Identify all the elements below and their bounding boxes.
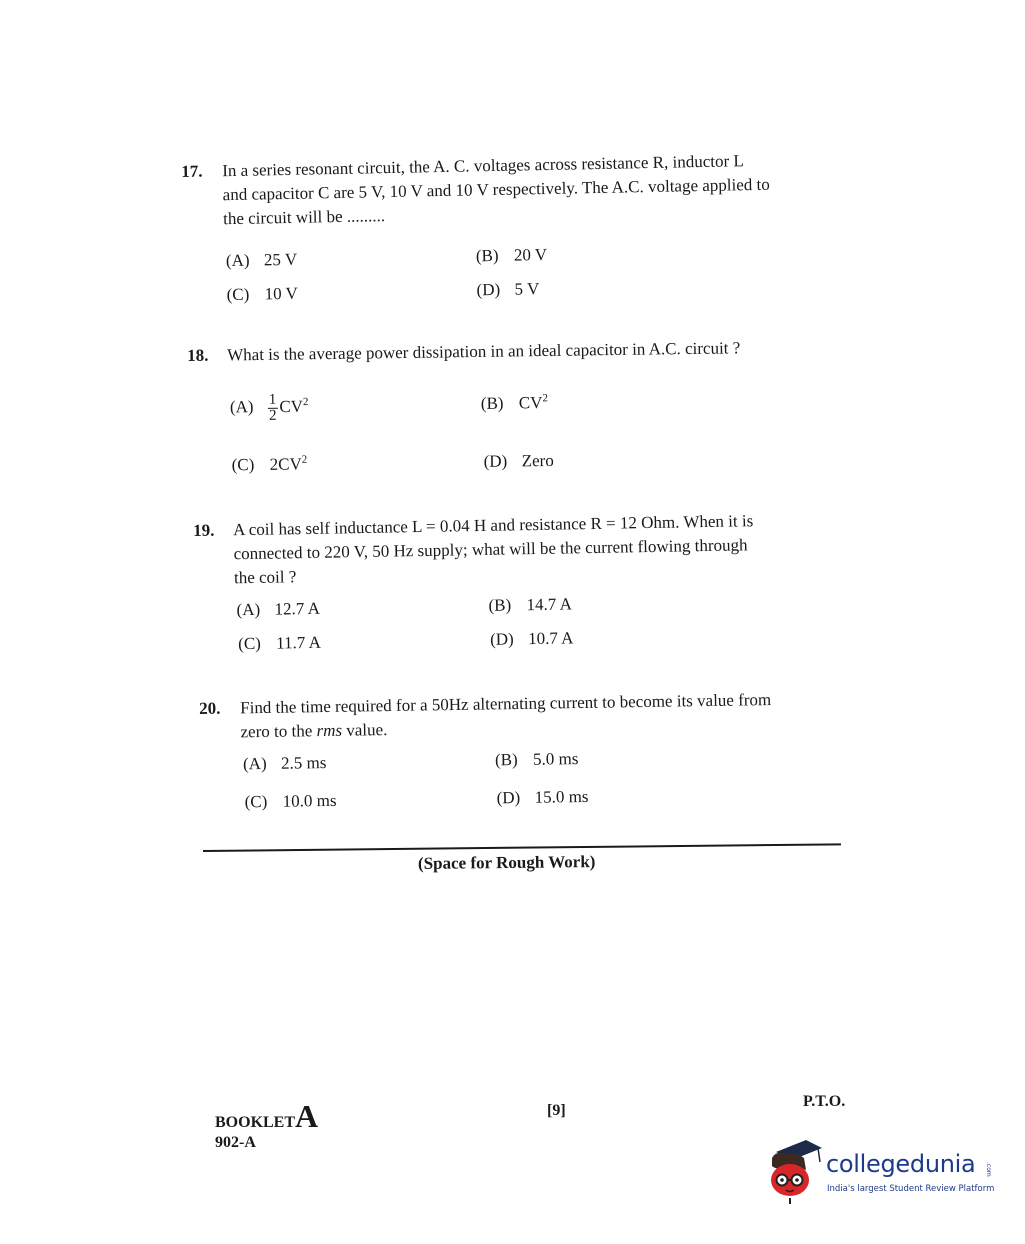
question-line: and capacitor C are 5 V, 10 V and 10 V respectively. The A.C. voltage applied to [222, 174, 770, 205]
question-line: the coil ? [233, 567, 297, 588]
question-text [227, 335, 807, 367]
divider-line [203, 843, 841, 852]
question-number: 18. [187, 345, 209, 365]
option-a: (A) $\frac{1}{2}$ $CV^2$ [229, 391, 309, 424]
logo-name: collegedunia [826, 1150, 976, 1178]
question-text [222, 148, 833, 232]
pto-label: P.T.O. [803, 1093, 846, 1110]
option-d: (D) 5 V [476, 279, 540, 300]
question-line: In a series resonant circuit, the A. C. voltages across resistance R, inductor L [222, 151, 744, 181]
page-number: [9] [547, 1102, 566, 1119]
option-d: (D) 10.7 A [489, 628, 574, 649]
question-19 [193, 508, 835, 659]
logo-dotcom: .com [985, 1162, 992, 1177]
question-line: What is the average power dissipation in an ideal capacitor in A.C. circuit ? [227, 338, 741, 365]
option-c: (C) 11.7 A [238, 632, 322, 654]
question-number: 19. [193, 520, 215, 540]
question-line: connected to 220 V, 50 Hz supply; what will be the current flowing through [233, 535, 748, 564]
collegedunia-logo [766, 1136, 1006, 1206]
booklet-letter: A [295, 1098, 319, 1134]
option-a: (A) 2.5 ms [242, 753, 327, 774]
option-d: (D) 15.0 ms [496, 786, 589, 808]
booklet-label: BOOKLETA [215, 1098, 319, 1134]
question-20 [199, 687, 841, 822]
booklet-code: 902-A [215, 1134, 256, 1151]
question-line: A coil has self inductance L = 0.04 H and resistance R = 12 Ohm. When it is [233, 511, 754, 540]
option-c: (C) 10 V [226, 283, 298, 305]
fraction: $\frac{1}{2}$ [268, 391, 277, 424]
question-18 [187, 335, 809, 484]
mascot-icon [766, 1136, 826, 1206]
question-number: 17. [181, 161, 203, 181]
question-line: the circuit will be ......... [222, 206, 386, 229]
option-b: (B) 5.0 ms [494, 749, 579, 770]
option-b: (B) $CV^2$ [480, 392, 549, 413]
option-c: (C) 10.0 ms [244, 790, 337, 812]
question-line: Find the time required for a 50Hz alternating current to become its value from [240, 690, 772, 718]
question-17 [181, 148, 834, 320]
option-d: (D) Zero [483, 450, 554, 471]
option-a: (A) 12.7 A [236, 598, 321, 620]
rough-work-label: (Space for Rough Work) [417, 852, 596, 873]
question-line: zero to the rms value. [240, 720, 388, 742]
logo-tagline: India's largest Student Review Platform [827, 1184, 995, 1194]
option-b: (B) 20 V [475, 244, 548, 266]
question-text [240, 687, 841, 744]
option-b: (B) 14.7 A [488, 594, 573, 615]
option-a: (A) 25 V [225, 249, 298, 271]
question-number: 20. [199, 698, 221, 718]
question-text [233, 508, 834, 590]
option-c: (C) $2CV^2$ [231, 453, 308, 475]
